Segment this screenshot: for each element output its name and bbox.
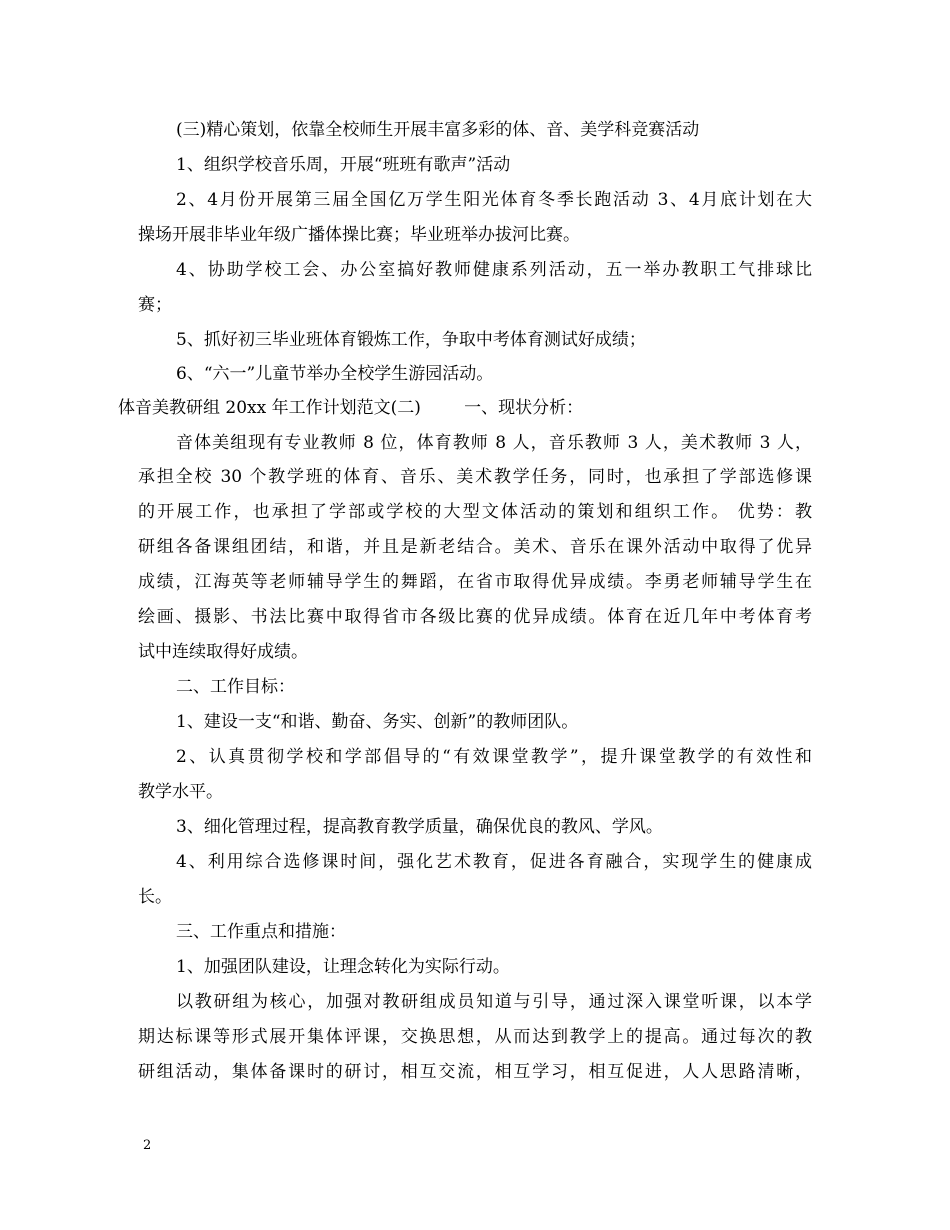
paragraph-line: 4、利用综合选修课时间，强化艺术教育，促进各育融合，实现学生的健康成 <box>176 852 812 872</box>
list-item-2-continued: 操场开展非毕业年级广播体操比赛；毕业班举办拔河比赛。 <box>138 225 580 245</box>
plan-title-line: 体音美教研组 20xx 年工作计划范文(二) 一、现状分析： <box>118 398 584 418</box>
section-heading-work-goals: 二、工作目标： <box>176 677 295 697</box>
paragraph-line: 的开展工作，也承担了学部或学校的大型文体活动的策划和组织工作。 优势：教 <box>138 502 812 522</box>
paragraph-line: 研组各备课组团结，和谐，并且是新老结合。美术、音乐在课外活动中取得了优异 <box>138 537 812 557</box>
list-item-4 <box>176 260 950 280</box>
list-item-1: 1、组织学校音乐周，开展“班班有歌声”活动 <box>176 155 511 175</box>
measure-paragraph-line <box>138 1027 950 1047</box>
analysis-paragraph-line <box>138 502 950 522</box>
analysis-paragraph-line <box>138 607 950 627</box>
goal-item-1: 1、建设一支“和谐、勤奋、务实、创新”的教师团队。 <box>176 712 579 732</box>
list-item-6: 6、“六一”儿童节举办全校学生游园活动。 <box>176 364 494 384</box>
analysis-paragraph-line <box>138 537 950 557</box>
page-number: 2 <box>143 1138 152 1153</box>
paragraph-line: 2、4月份开展第三届全国亿万学生阳光体育冬季长跑活动 3、4月底计划在大 <box>176 190 812 210</box>
list-item-5: 5、抓好初三毕业班体育锻炼工作，争取中考体育测试好成绩； <box>176 330 646 350</box>
goal-item-3: 3、细化管理过程，提高教育教学质量，确保优良的教风、学风。 <box>176 817 663 837</box>
section-heading-three: (三)精心策划，依靠全校师生开展丰富多彩的体、音、美学科竞赛活动 <box>176 120 700 140</box>
paragraph-line: 4、协助学校工会、办公室搞好教师健康系列活动，五一举办教职工气排球比 <box>176 260 812 280</box>
paragraph-line: 2、认真贯彻学校和学部倡导的“有效课堂教学”，提升课堂教学的有效性和 <box>176 747 812 767</box>
goal-item-2 <box>176 747 950 767</box>
section-heading-measures: 三、工作重点和措施： <box>176 922 346 942</box>
analysis-paragraph-line: 试中连续取得好成绩。 <box>138 642 308 662</box>
paragraph-line: 以教研组为核心，加强对教研组成员知道与引导，通过深入课堂听课，以本学 <box>176 992 812 1012</box>
paragraph-line: 音体美组现有专业教师 8 位，体育教师 8 人，音乐教师 3 人，美术教师 3 人， <box>176 433 812 453</box>
measure-paragraph-line <box>138 1062 950 1082</box>
paragraph-line: 绘画、摄影、书法比赛中取得省市各级比赛的优异成绩。体育在近几年中考体育考 <box>138 607 812 627</box>
measure-paragraph-line <box>176 992 950 1012</box>
paragraph-line: 期达标课等形式展开集体评课，交换思想，从而达到教学上的提高。通过每次的教 <box>138 1027 812 1047</box>
goal-item-4-continued: 长。 <box>138 887 172 907</box>
paragraph-line: 承担全校 30 个教学班的体育、音乐、美术教学任务，同时，也承担了学部选修课 <box>138 467 812 487</box>
goal-item-2-continued: 教学水平。 <box>138 782 223 802</box>
goal-item-4 <box>176 852 950 872</box>
analysis-paragraph-line <box>138 572 950 592</box>
measure-item-1: 1、加强团队建设，让理念转化为实际行动。 <box>176 957 510 977</box>
analysis-paragraph-line <box>176 433 950 453</box>
paragraph-line: 成绩，江海英等老师辅导学生的舞蹈，在省市取得优异成绩。李勇老师辅导学生在 <box>138 572 812 592</box>
paragraph-line: 研组活动，集体备课时的研讨，相互交流，相互学习，相互促进，人人思路清晰， <box>138 1062 812 1082</box>
list-item-2 <box>176 190 950 210</box>
list-item-4-continued: 赛； <box>138 295 172 315</box>
analysis-paragraph-line <box>138 467 950 487</box>
